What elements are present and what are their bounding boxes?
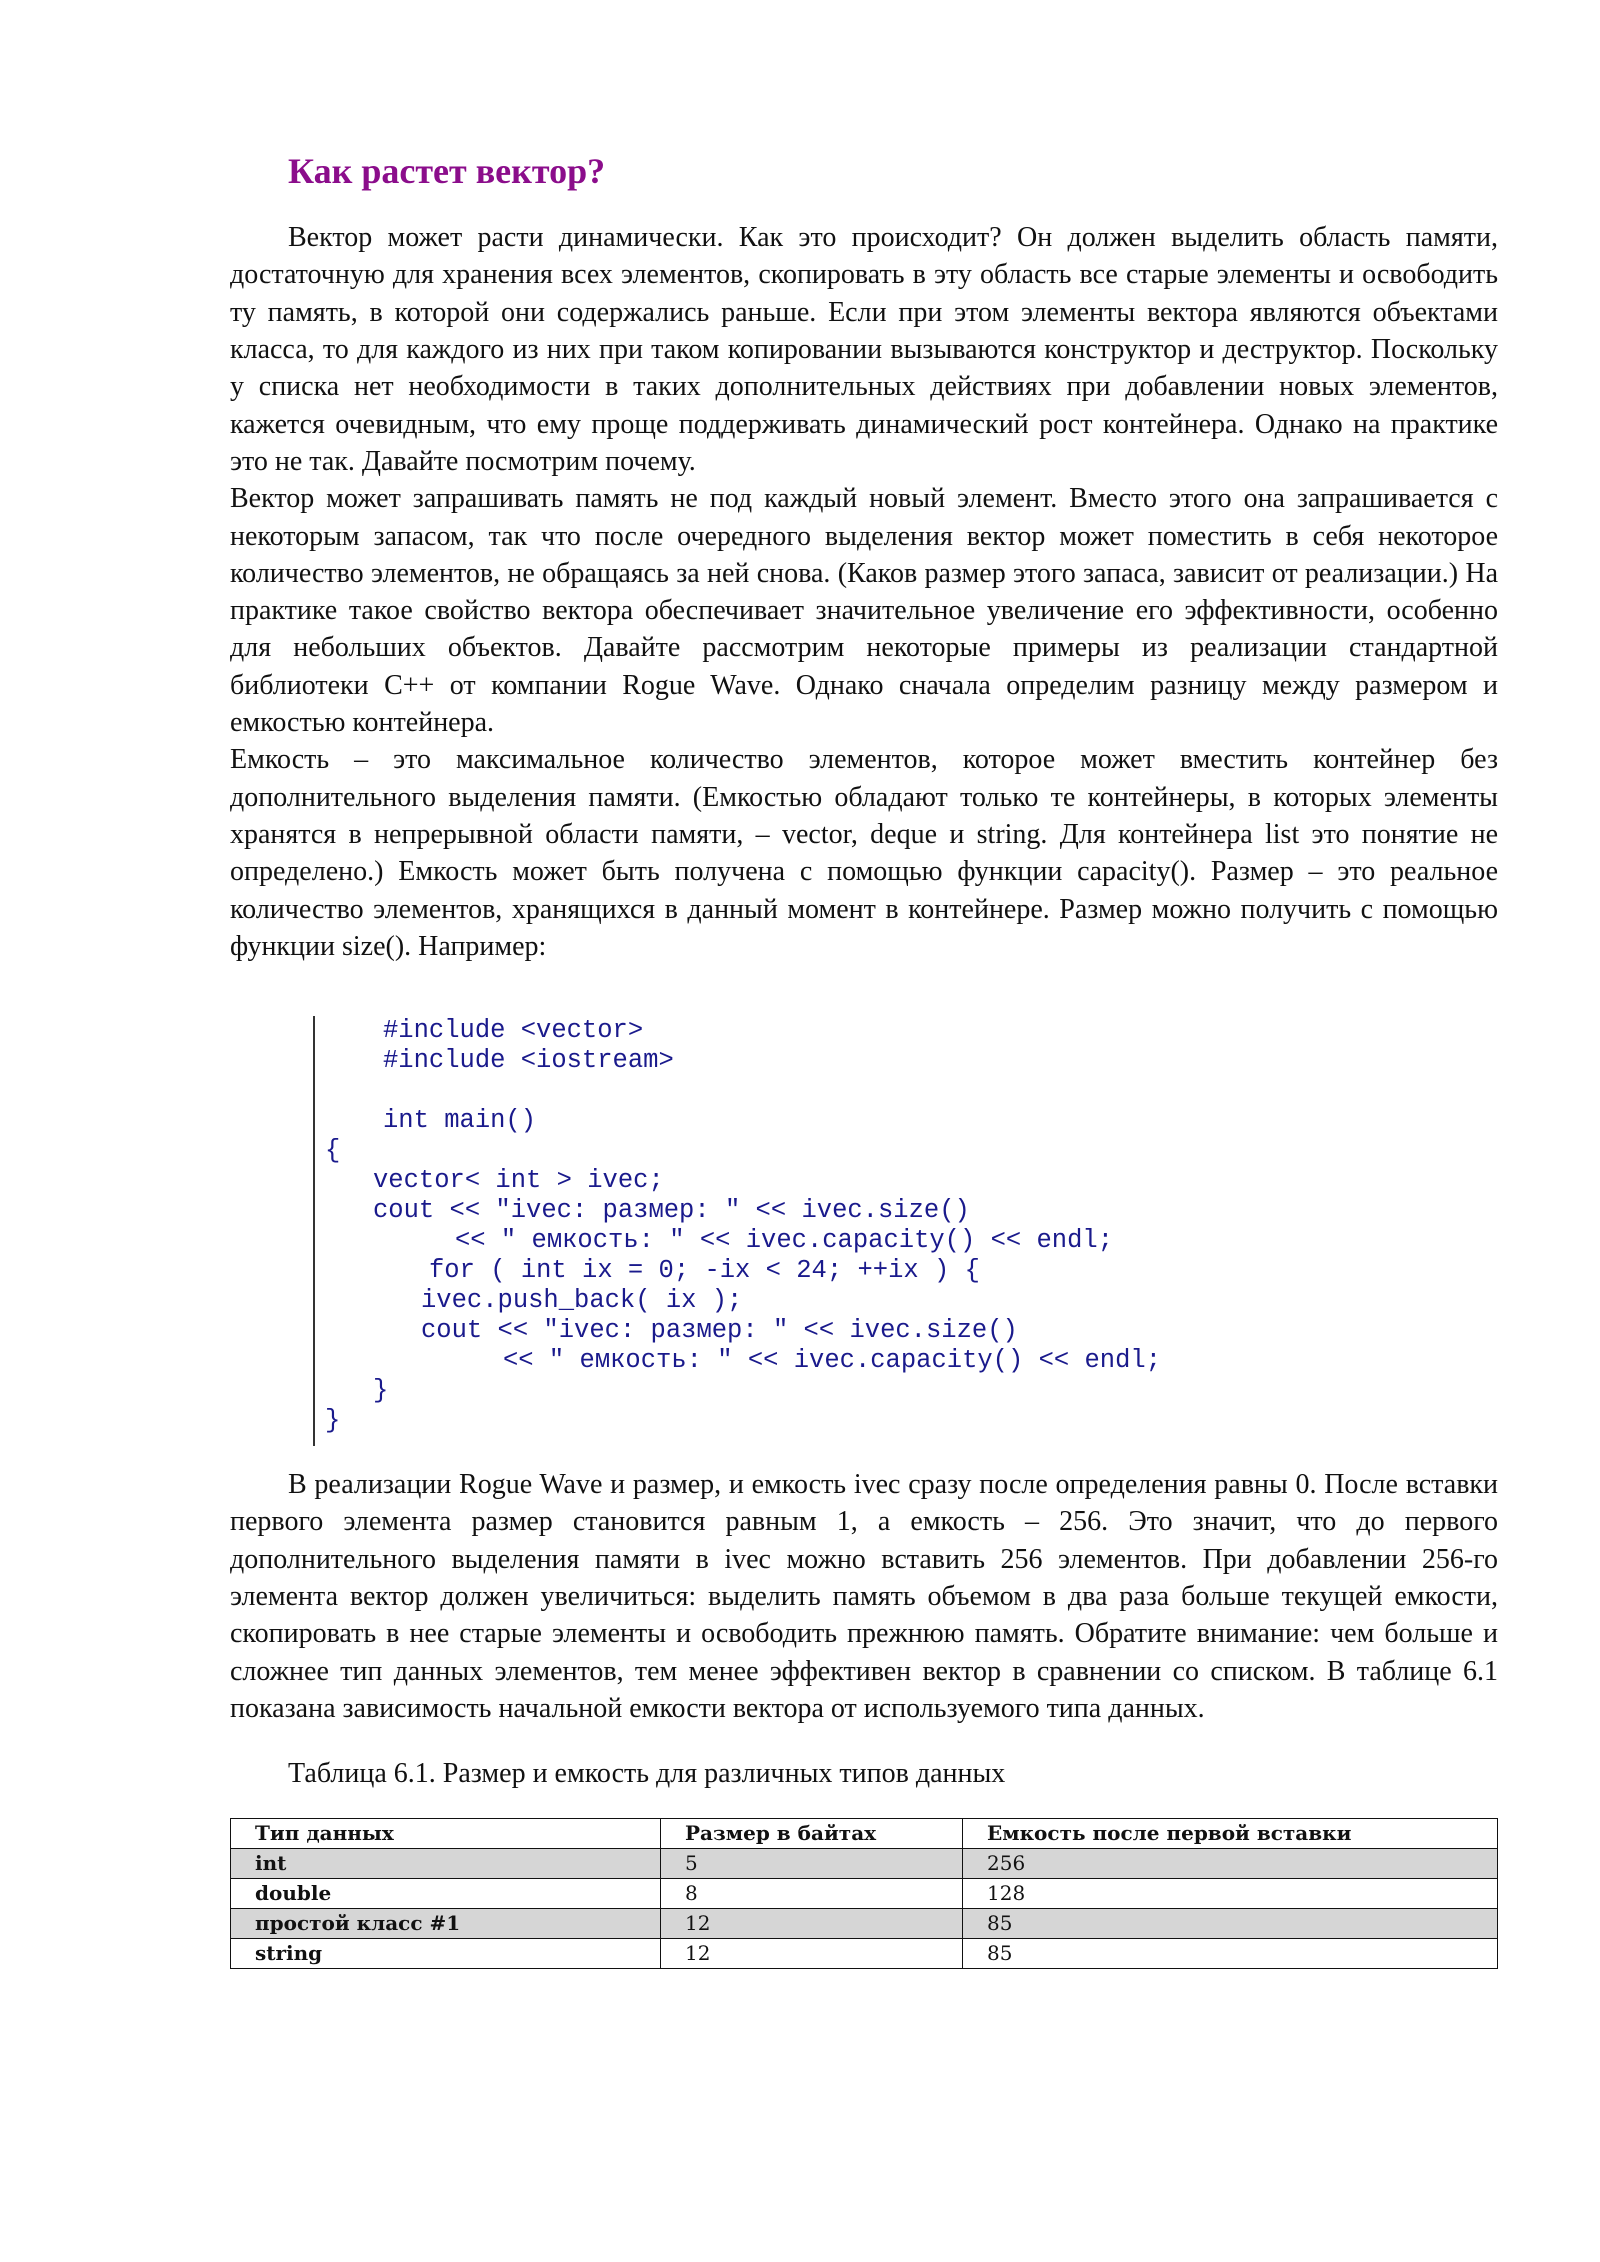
code-line: } [325,1406,341,1436]
capacity-cell: 85 [963,1939,1498,1969]
table-header-cell: Размер в байтах [661,1819,963,1849]
capacity-table [230,1818,1498,1969]
code-line: << " емкость: " << ivec.capacity() << endl; [455,1226,1114,1256]
table-row [231,1879,1498,1909]
type-cell: простой класс #1 [231,1909,661,1939]
paragraph-memory-reserve: Вектор может запрашивать память не под каждый новый элемент. Вместо этого она запрашивается с некоторым запасом, так что после очередного выделения вектор может поместить в себя некоторое количество элементов, не обращаясь за ней снова. (Каков размер этого запаса, зависит от реализации.) На практике такое свойство вектора обеспечивает значительное увеличение его эффективности, особенно для небольших объектов. Давайте рассмотрим некоторые примеры из реализации стандартной библиотеки C++ от компании Rogue Wave. Однако сначала определим разницу между размером и емкостью контейнера. [230,483,1498,739]
paragraph-capacity-definition: Емкость – это максимальное количество элементов, которое может вместить контейнер без дополнительного выделения памяти. (Емкостью обладают только те контейнеры, в которых элементы хранятся в непрерывной области памяти, – vector, deque и string. Для контейнера list это понятие не определено.) Емкость может быть получена с помощью функции capacity(). Размер – это реальное количество элементов, хранящихся в данный момент в контейнере. Размер можно получить с помощью функции size(). Например: [230,744,1499,962]
table-row [231,1939,1498,1969]
size-cell: 12 [661,1909,963,1939]
table-row [231,1849,1498,1879]
document-page [230,150,1498,1969]
code-listing [313,1016,1498,1446]
table-header-cell: Емкость после первой вставки [963,1819,1498,1849]
table-header-row [231,1819,1498,1849]
code-line: { [325,1136,341,1166]
type-cell: int [231,1849,661,1879]
code-line: ivec.push_back( ix ); [421,1286,743,1316]
size-cell: 12 [661,1939,963,1969]
code-line: int main() [383,1106,537,1136]
capacity-cell: 85 [963,1909,1498,1939]
capacity-cell: 256 [963,1849,1498,1879]
code-line: #include <iostream> [383,1046,674,1076]
code-line: for ( int ix = 0; -ix < 24; ++ix ) { [429,1256,980,1286]
code-line: } [373,1376,389,1406]
paragraph-rogue-wave: В реализации Rogue Wave и размер, и емкость ivec сразу после определения равны 0. После вставки первого элемента размер становится равным 1, а емкость – 256. Это значит, что до первого дополнительного выделения памяти в ivec можно вставить 256 элементов. При добавлении 256-го элемента вектор должен увеличиться: выделить память объемом в два раза больше текущей емкости, скопировать в нее старые элементы и освободить прежнюю память. Обратите внимание: чем больше и сложнее тип данных элементов, тем менее эффективен вектор в сравнении со списком. В таблице 6.1 показана зависимость начальной емкости вектора от используемого типа данных. [230,1469,1498,1724]
table-caption: Таблица 6.1. Размер и емкость для различных типов данных [288,1758,1006,1790]
code-line: vector< int > ivec; [373,1166,664,1196]
paragraph-intro: Вектор может расти динамически. Как это происходит? Он должен выделить область памяти, достаточную для хранения всех элементов, скопировать в эту область все старые элементы и освободить ту память, в которой они содержались раньше. Если при этом элементы вектора являются объектами класса, то для каждого из них при таком копировании вызываются конструктор и деструктор. Поскольку у списка нет необходимости в таких дополнительных действиях при добавлении новых элементов, кажется очевидным, что ему проще поддерживать динамический рост контейнера. Однако на практике это не так. Давайте посмотрим почему. [230,222,1498,477]
code-line: cout << "ivec: размер: " << ivec.size() [421,1316,1018,1346]
table-row [231,1909,1498,1939]
capacity-cell: 128 [963,1879,1498,1909]
size-cell: 8 [661,1879,963,1909]
type-cell: string [231,1939,661,1969]
code-line: cout << "ivec: размер: " << ivec.size() [373,1196,970,1226]
code-line: #include <vector> [383,1016,644,1046]
section-heading: Как растет вектор? [288,151,606,191]
type-cell: double [231,1879,661,1909]
code-line: << " емкость: " << ivec.capacity() << endl; [503,1346,1162,1376]
table-header-cell: Тип данных [231,1819,661,1849]
size-cell: 5 [661,1849,963,1879]
